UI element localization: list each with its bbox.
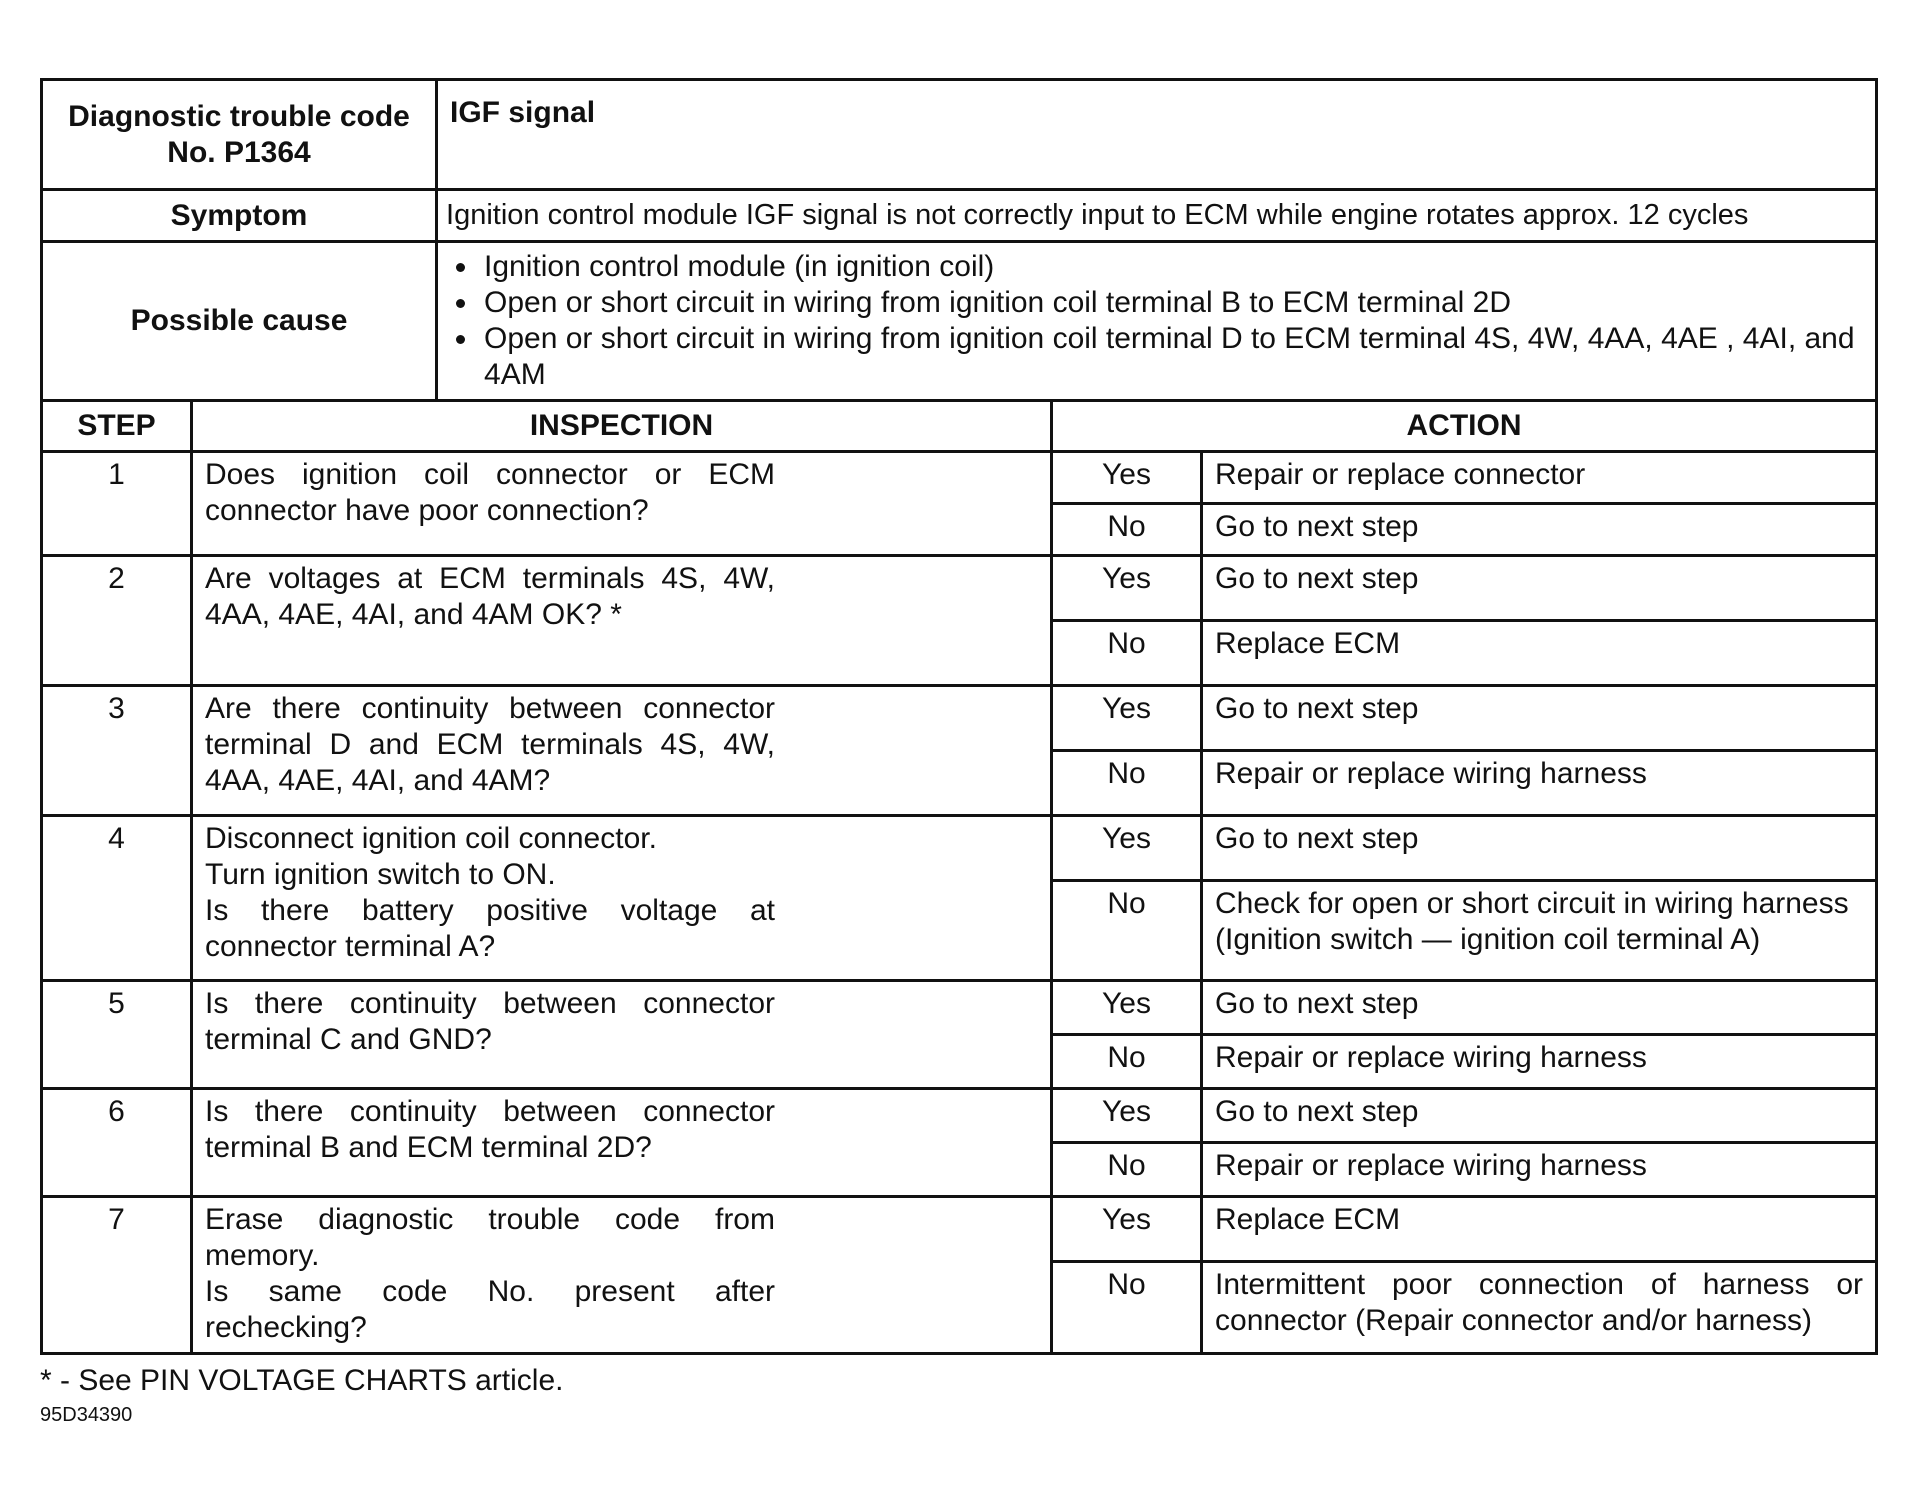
step-inspection [192, 981, 1052, 1089]
inspection-line: Is there battery positive voltage at connector terminal A? [205, 894, 775, 963]
yes-label: Yes [1052, 556, 1202, 621]
no-label: No [1052, 1035, 1202, 1089]
yes-action: Go to next step [1202, 556, 1877, 621]
no-label: No [1052, 504, 1202, 556]
symptom-label: Symptom [42, 190, 437, 242]
no-action: Check for open or short circuit in wiring harness (Ignition switch — ignition coil terminal A) [1202, 881, 1877, 981]
figure-code: 95D34390 [40, 1404, 133, 1426]
possible-cause-list [450, 249, 1865, 393]
action-column-header: ACTION [1052, 401, 1877, 452]
yes-action: Go to next step [1202, 816, 1877, 881]
step-number: 3 [42, 686, 192, 816]
no-label: No [1052, 881, 1202, 981]
step-row-yes [42, 1197, 1877, 1262]
step-inspection [192, 686, 1052, 816]
step-inspection [192, 556, 1052, 686]
step-number: 5 [42, 981, 192, 1089]
yes-label: Yes [1052, 686, 1202, 751]
no-label: No [1052, 751, 1202, 816]
inspection-text: Is there continuity between connector terminal B and ECM terminal 2D? [205, 1095, 775, 1164]
inspection-text: Is there continuity between connector terminal C and GND? [205, 987, 775, 1056]
step-row-yes [42, 1089, 1877, 1143]
no-action: Repair or replace wiring harness [1202, 751, 1877, 816]
footnote: * - See PIN VOLTAGE CHARTS article. [40, 1364, 564, 1397]
inspection-text: Does ignition coil connector or ECM connector have poor connection? [205, 458, 775, 527]
step-row-yes [42, 981, 1877, 1035]
inspection-line: Erase diagnostic trouble code from memory. [205, 1203, 775, 1272]
no-action: Intermittent poor connection of harness or connector (Repair connector and/or harness) [1202, 1262, 1877, 1354]
no-label: No [1052, 621, 1202, 686]
cause-item: • Open or short circuit in wiring from ignition coil terminal D to ECM terminal 4S, 4W, 4AA, 4AE , 4AI, and 4AM [480, 321, 1865, 393]
symptom-row [42, 190, 1877, 242]
step-number: 6 [42, 1089, 192, 1197]
yes-action: Repair or replace connector [1202, 452, 1877, 504]
step-number: 4 [42, 816, 192, 981]
step-number: 2 [42, 556, 192, 686]
yes-action: Replace ECM [1202, 1197, 1877, 1262]
symptom-value: Ignition control module IGF signal is not correctly input to ECM while engine rotates approx. 12 cycles [437, 190, 1877, 242]
step-inspection [192, 1089, 1052, 1197]
inspection-text: Are voltages at ECM terminals 4S, 4W, 4AA, 4AE, 4AI, and 4AM OK? * [205, 562, 775, 631]
cause-item: • Open or short circuit in wiring from ignition coil terminal B to ECM terminal 2D [480, 285, 1865, 321]
no-action: Repair or replace wiring harness [1202, 1143, 1877, 1197]
step-inspection [192, 1197, 1052, 1354]
no-label: No [1052, 1143, 1202, 1197]
yes-label: Yes [1052, 1197, 1202, 1262]
inspection-text: Are there continuity between connector terminal D and ECM terminals 4S, 4W, 4AA, 4AE, 4AI, and 4AM? [205, 692, 775, 797]
inspection-column-header: INSPECTION [192, 401, 1052, 452]
yes-label: Yes [1052, 981, 1202, 1035]
yes-action: Go to next step [1202, 981, 1877, 1035]
diagnostic-document [40, 78, 1875, 1427]
step-row-yes [42, 556, 1877, 621]
yes-action: Go to next step [1202, 1089, 1877, 1143]
no-action: Replace ECM [1202, 621, 1877, 686]
inspection-line: Is same code No. present after rechecking? [205, 1275, 775, 1344]
step-inspection [192, 816, 1052, 981]
step-row-yes [42, 816, 1877, 881]
no-action: Go to next step [1202, 504, 1877, 556]
no-action: Repair or replace wiring harness [1202, 1035, 1877, 1089]
yes-label: Yes [1052, 1089, 1202, 1143]
possible-cause-list-cell [437, 242, 1877, 401]
dtc-label: Diagnostic trouble code No. P1364 [42, 80, 437, 190]
step-number: 7 [42, 1197, 192, 1354]
dtc-value: IGF signal [437, 80, 1877, 190]
step-row-yes [42, 686, 1877, 751]
possible-cause-label: Possible cause [42, 242, 437, 401]
yes-label: Yes [1052, 816, 1202, 881]
possible-cause-row [42, 242, 1877, 401]
column-header-row [42, 401, 1877, 452]
no-label: No [1052, 1262, 1202, 1354]
inspection-line: Turn ignition switch to ON. [205, 858, 556, 891]
step-number: 1 [42, 452, 192, 556]
yes-action: Go to next step [1202, 686, 1877, 751]
dtc-row [42, 80, 1877, 190]
step-column-header: STEP [42, 401, 192, 452]
inspection-line: Disconnect ignition coil connector. [205, 822, 657, 855]
diagnostic-table [40, 78, 1878, 1355]
step-row-yes [42, 452, 1877, 504]
yes-label: Yes [1052, 452, 1202, 504]
cause-item: • Ignition control module (in ignition coil) [480, 249, 1865, 285]
step-inspection [192, 452, 1052, 556]
